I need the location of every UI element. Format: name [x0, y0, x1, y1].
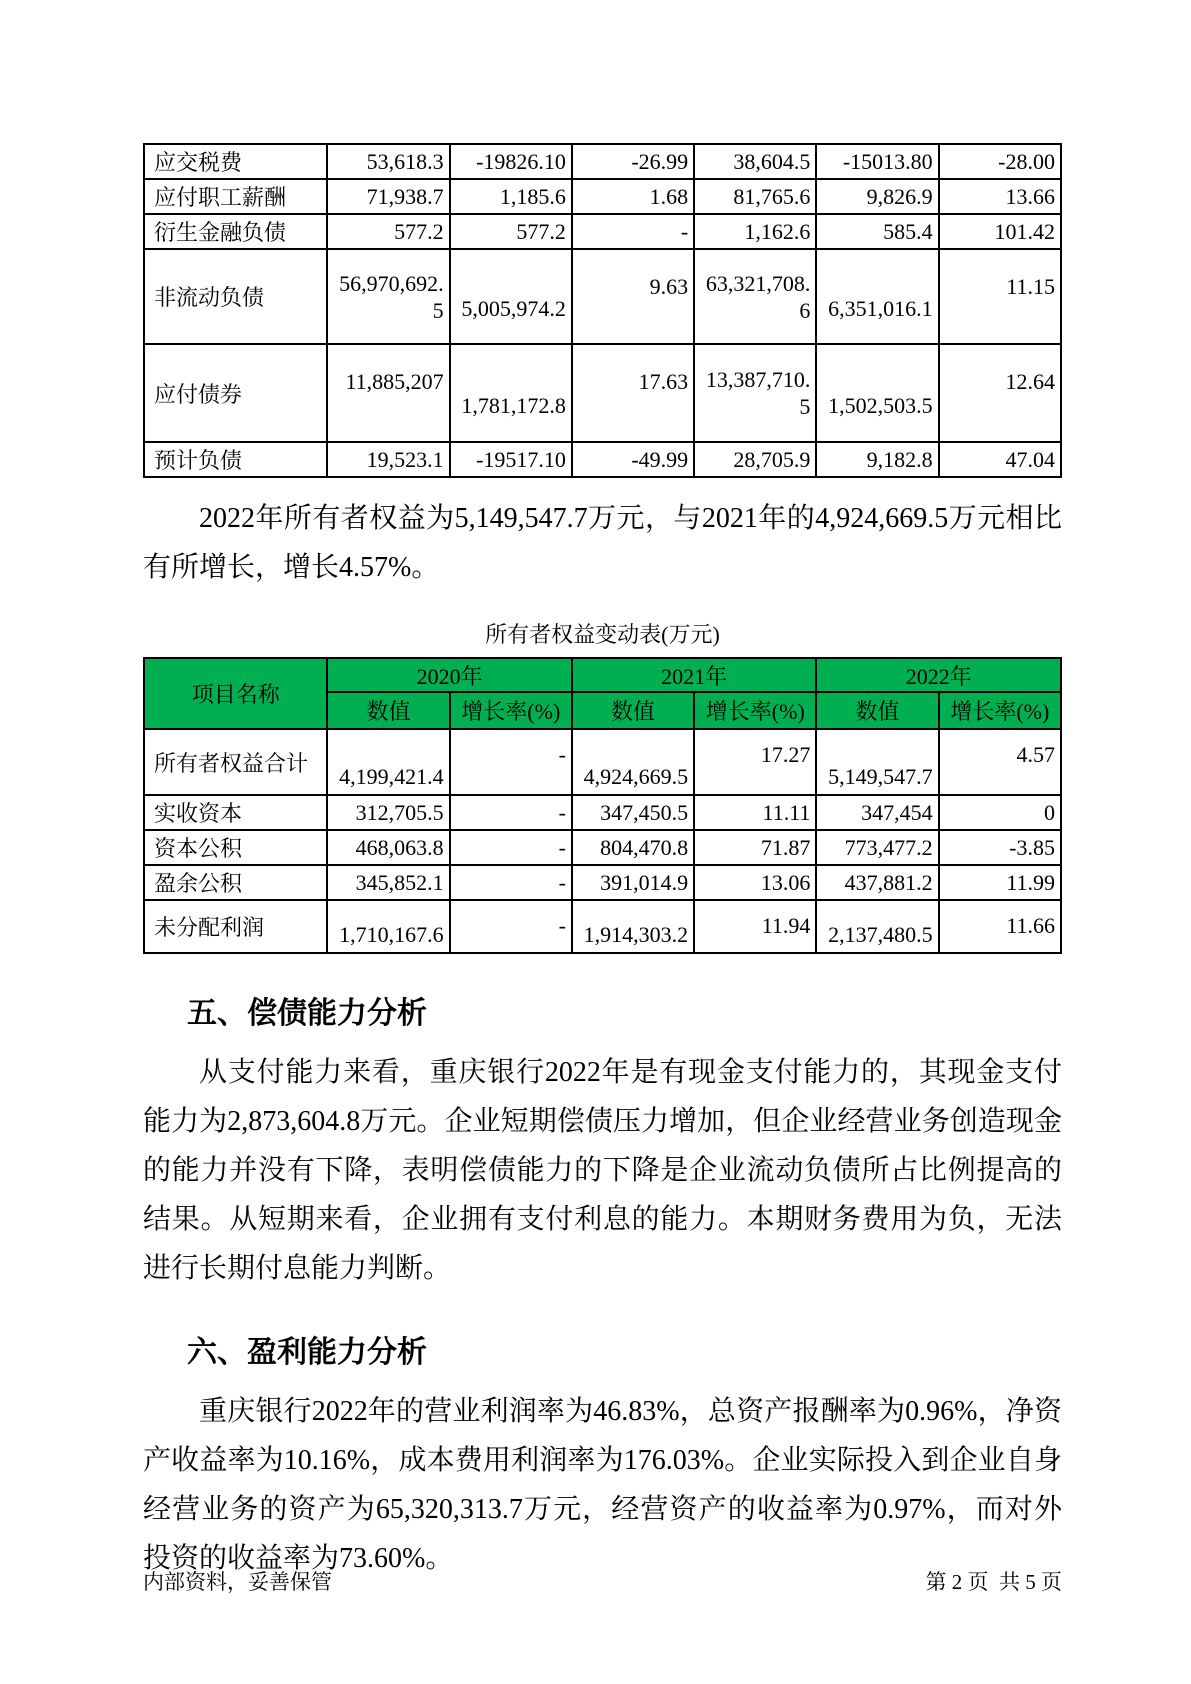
table-row	[144, 900, 1061, 953]
table-cell: 347,450.5	[572, 795, 694, 830]
table-cell: 4.57	[939, 729, 1061, 795]
column-header-value: 数值	[816, 692, 938, 729]
table-cell: 1.68	[572, 179, 694, 214]
equity-table-title: 所有者权益变动表(万元)	[485, 622, 720, 647]
table-cell: -3.85	[939, 830, 1061, 865]
table-cell: 17.63	[572, 344, 694, 442]
table-cell: 19,523.1	[327, 442, 449, 477]
table-cell: -	[450, 900, 572, 953]
column-header-value: 数值	[572, 692, 694, 729]
table-cell: 577.2	[327, 214, 449, 249]
table-row	[144, 442, 1061, 477]
table-cell: 11.94	[694, 900, 816, 953]
row-label: 应交税费	[144, 144, 327, 179]
table-cell: 71.87	[694, 830, 816, 865]
table-cell: -19517.10	[450, 442, 572, 477]
footer-confidential-note: 内部资料，妥善保管	[143, 1570, 332, 1594]
column-header-year: 2021年	[572, 658, 817, 692]
table-cell: 56,970,692.5	[327, 249, 449, 344]
table-row	[144, 344, 1061, 442]
table-cell: 101.42	[939, 214, 1061, 249]
table-cell: 1,502,503.5	[816, 344, 938, 442]
table-cell: 347,454	[816, 795, 938, 830]
table-cell: -	[450, 795, 572, 830]
row-label: 应付职工薪酬	[144, 179, 327, 214]
table-row	[144, 179, 1061, 214]
table-row	[144, 865, 1061, 900]
column-header-year: 2020年	[327, 658, 572, 692]
page-footer	[143, 1566, 1062, 1596]
table-cell: -	[450, 830, 572, 865]
table-header-row	[144, 658, 1061, 692]
row-label: 盈余公积	[144, 865, 327, 900]
table-cell: 312,705.5	[327, 795, 449, 830]
table-cell: 9,826.9	[816, 179, 938, 214]
table-cell: 773,477.2	[816, 830, 938, 865]
table-cell: -	[450, 865, 572, 900]
table-row	[144, 795, 1061, 830]
table-cell: 9,182.8	[816, 442, 938, 477]
table-cell: 804,470.8	[572, 830, 694, 865]
table-cell: 11.15	[939, 249, 1061, 344]
row-label: 所有者权益合计	[144, 729, 327, 795]
page-content	[143, 0, 1062, 1583]
table-cell: 6,351,016.1	[816, 249, 938, 344]
table-cell: 17.27	[694, 729, 816, 795]
table-cell: 13.06	[694, 865, 816, 900]
table-cell: 11,885,207	[327, 344, 449, 442]
column-header-growth: 增长率(%)	[450, 692, 572, 729]
table-cell: 47.04	[939, 442, 1061, 477]
row-label: 应付债券	[144, 344, 327, 442]
table-cell: 11.66	[939, 900, 1061, 953]
table-cell: -15013.80	[816, 144, 938, 179]
row-label: 预计负债	[144, 442, 327, 477]
table-cell: -	[572, 214, 694, 249]
table-cell: 0	[939, 795, 1061, 830]
table-cell: -26.99	[572, 144, 694, 179]
table-cell: 4,199,421.4	[327, 729, 449, 795]
column-header-growth: 增长率(%)	[939, 692, 1061, 729]
table-cell: 1,781,172.8	[450, 344, 572, 442]
liabilities-table	[143, 143, 1062, 478]
table-cell: 5,005,974.2	[450, 249, 572, 344]
section-heading-solvency: 五、偿债能力分析	[187, 997, 427, 1030]
table-cell: 63,321,708.6	[694, 249, 816, 344]
column-header-value: 数值	[327, 692, 449, 729]
table-cell: 1,710,167.6	[327, 900, 449, 953]
footer-page-number: 第 2 页 共 5 页	[925, 1570, 1062, 1594]
table-cell: 577.2	[450, 214, 572, 249]
column-header-year: 2022年	[816, 658, 1061, 692]
table-row	[144, 729, 1061, 795]
table-cell: 1,162.6	[694, 214, 816, 249]
table-cell: 391,014.9	[572, 865, 694, 900]
table-row	[144, 214, 1061, 249]
table-cell: 71,938.7	[327, 179, 449, 214]
row-label: 衍生金融负债	[144, 214, 327, 249]
section-heading-profitability: 六、盈利能力分析	[187, 1336, 427, 1369]
table-cell: 2,137,480.5	[816, 900, 938, 953]
profitability-paragraph: 重庆银行2022年的营业利润率为46.83%，总资产报酬率为0.96%，净资产收益率为10.16%，成本费用利润率为176.03%。企业实际投入到企业自身经营业务的资产为65,320,313.7万元，经营资产的收益率为0.97%，而对外投资的收益率为73.60%。	[143, 1396, 1062, 1574]
table-cell: 9.63	[572, 249, 694, 344]
table-cell: 345,852.1	[327, 865, 449, 900]
table-cell: 4,924,669.5	[572, 729, 694, 795]
solvency-paragraph: 从支付能力来看，重庆银行2022年是有现金支付能力的，其现金支付能力为2,873,604.8万元。企业短期偿债压力增加，但企业经营业务创造现金的能力并没有下降，表明偿债能力的下降是企业流动负债所占比例提高的结果。从短期来看，企业拥有支付利息的能力。本期财务费用为负，无法进行长期付息能力判断。	[143, 1057, 1062, 1284]
table-cell: -19826.10	[450, 144, 572, 179]
table-row	[144, 249, 1061, 344]
row-label: 资本公积	[144, 830, 327, 865]
table-cell: 12.64	[939, 344, 1061, 442]
equity-summary-paragraph: 2022年所有者权益为5,149,547.7万元，与2021年的4,924,669.5万元相比有所增长，增长4.57%。	[143, 503, 1062, 583]
table-cell: 11.99	[939, 865, 1061, 900]
table-cell: 1,185.6	[450, 179, 572, 214]
table-cell: -28.00	[939, 144, 1061, 179]
table-cell: 38,604.5	[694, 144, 816, 179]
table-cell: 13,387,710.5	[694, 344, 816, 442]
table-cell: 5,149,547.7	[816, 729, 938, 795]
column-header-item: 项目名称	[144, 658, 327, 729]
table-cell: 437,881.2	[816, 865, 938, 900]
table-cell: -49.99	[572, 442, 694, 477]
table-cell: -	[450, 729, 572, 795]
row-label: 非流动负债	[144, 249, 327, 344]
row-label: 实收资本	[144, 795, 327, 830]
equity-table	[143, 657, 1062, 954]
table-cell: 468,063.8	[327, 830, 449, 865]
table-cell: 28,705.9	[694, 442, 816, 477]
table-cell: 81,765.6	[694, 179, 816, 214]
table-cell: 585.4	[816, 214, 938, 249]
table-cell: 13.66	[939, 179, 1061, 214]
row-label: 未分配利润	[144, 900, 327, 953]
column-header-growth: 增长率(%)	[694, 692, 816, 729]
table-cell: 1,914,303.2	[572, 900, 694, 953]
table-cell: 53,618.3	[327, 144, 449, 179]
table-cell: 11.11	[694, 795, 816, 830]
table-row	[144, 830, 1061, 865]
table-row	[144, 144, 1061, 179]
